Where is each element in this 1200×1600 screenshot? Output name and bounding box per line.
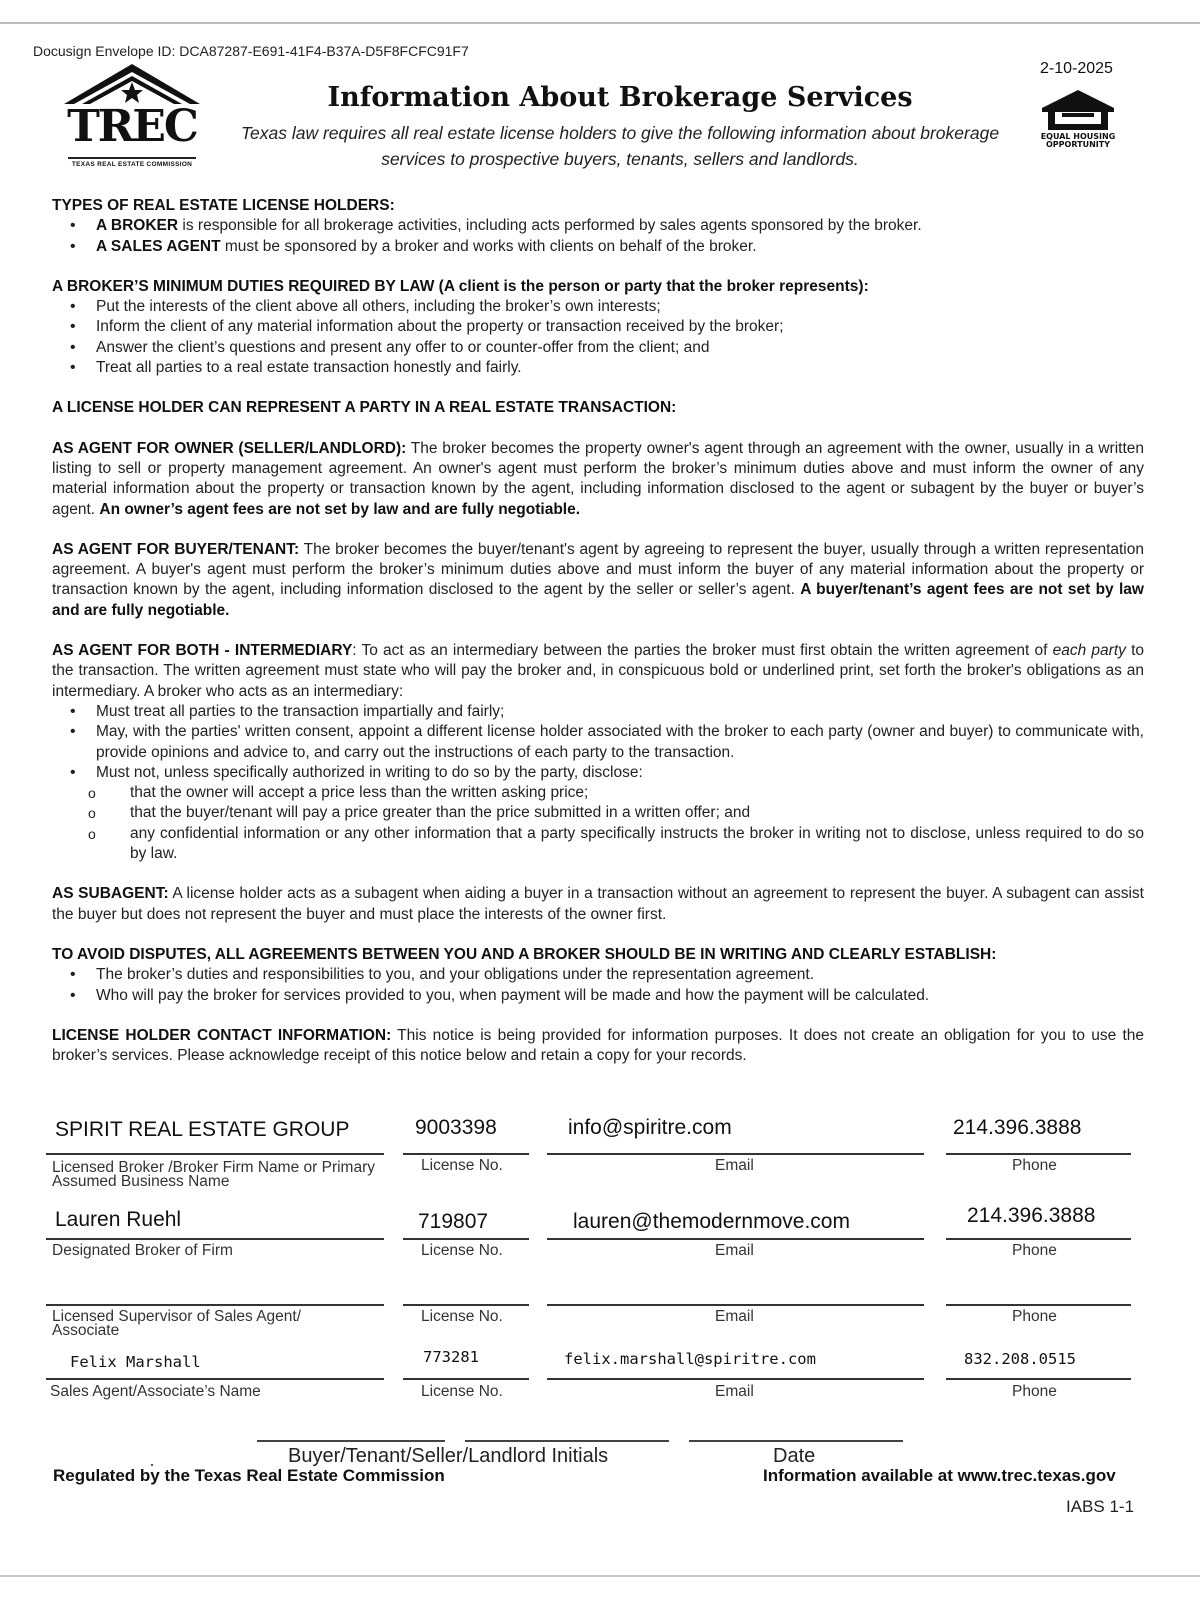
trec-logo — [62, 62, 202, 174]
disputes-list — [52, 965, 1144, 1006]
trec-logo-subtitle: TEXAS REAL ESTATE COMMISSION — [71, 161, 193, 168]
designated-broker-license-field[interactable]: 719807 — [418, 1210, 489, 1233]
signature-line — [946, 1153, 1131, 1155]
broker-firm-name-field[interactable]: SPIRIT REAL ESTATE GROUP — [55, 1118, 350, 1141]
email-label: Email — [715, 1242, 754, 1259]
sub-list-item: o any confidential information or any other information that a party specifically instructs the broker in writing not to disclose, unless required to do so by law. — [130, 824, 1144, 865]
footer-regulated-by: Regulated by the Texas Real Estate Commission — [53, 1466, 445, 1485]
phone-label: Phone — [1012, 1383, 1057, 1400]
document-body — [52, 196, 1144, 1086]
supervisor-email-field[interactable] — [555, 1278, 915, 1302]
supervisor-license-field[interactable] — [410, 1278, 520, 1302]
license-label: License No. — [421, 1242, 503, 1259]
phone-label: Phone — [1012, 1157, 1057, 1174]
signature-line — [403, 1378, 529, 1380]
phone-label: Phone — [1012, 1242, 1057, 1259]
trec-logo-text: TREC — [67, 101, 197, 152]
broker-phone-field[interactable]: 214.396.3888 — [953, 1116, 1082, 1139]
signature-line — [547, 1304, 924, 1306]
designated-broker-name-field[interactable]: Lauren Ruehl — [55, 1208, 182, 1231]
page-subtitle: Texas law requires all real estate license holders to give the following information about brokerage services to prospective buyers, tenants, sellers and landlords. — [240, 123, 1000, 169]
equal-housing-logo — [1038, 88, 1118, 158]
list-item: • Must not, unless specifically authorized in writing to do so by the party, disclose: o that the owner will accept a price less than the written asking price; o that the buyer/tenant will pay a price greater than the price submitted in a written offer; and o any confidential information or any other information that a party specifically instructs the broker in writing not to disclose, unless required to do so by law. — [96, 763, 1144, 864]
supervisor-name-field[interactable] — [55, 1278, 375, 1302]
sales-agent-email-field[interactable]: felix.marshall@spiritre.com — [564, 1350, 816, 1368]
page-bottom-border — [0, 1575, 1200, 1577]
initials-label: Buyer/Tenant/Seller/Landlord Initials — [288, 1445, 609, 1467]
signature-line — [547, 1378, 924, 1380]
types-list — [52, 216, 1144, 257]
signature-line — [403, 1238, 529, 1240]
list-item: • The broker’s duties and responsibilities to you, and your obligations under the representation agreement. — [96, 965, 1144, 985]
duties-heading: A BROKER’S MINIMUM DUTIES REQUIRED BY LAW (A client is the person or party that the broker represents): — [52, 277, 869, 295]
email-label: Email — [715, 1157, 754, 1174]
signature-line — [46, 1153, 384, 1155]
supervisor-label: Licensed Supervisor of Sales Agent/ Associate — [52, 1308, 302, 1339]
signature-line — [403, 1153, 529, 1155]
initials-line-1[interactable] — [257, 1440, 445, 1442]
duties-list — [52, 297, 1144, 378]
signature-line — [403, 1304, 529, 1306]
signature-line — [946, 1378, 1131, 1380]
email-label: Email — [715, 1308, 754, 1325]
types-heading: TYPES OF REAL ESTATE LICENSE HOLDERS: — [52, 197, 395, 214]
list-item: • Answer the client’s questions and present any offer to or counter-offer from the client; and — [96, 338, 1144, 358]
license-label: License No. — [421, 1157, 503, 1174]
house-roof-star-icon — [62, 62, 202, 106]
subagent-paragraph: AS SUBAGENT: A license holder acts as a subagent when aiding a buyer in a transaction without an agreement to represent the buyer. A subagent can assist the buyer but does not represent the buyer and must place the interests of the owner first. — [52, 885, 1144, 923]
list-item: • May, with the parties' written consent, appoint a different license holder associated with the broker to each party (owner and buyer) to communicate with, provide opinions and advice to, and carry out the instructions of each party to the transaction. — [96, 722, 1144, 763]
intermediary-sublist — [52, 783, 1144, 864]
signature-line — [946, 1304, 1131, 1306]
list-item: • A SALES AGENT must be sponsored by a broker and works with clients on behalf of the broker. — [96, 237, 1144, 257]
sub-list-item: o that the owner will accept a price less than the written asking price; — [130, 783, 1144, 803]
license-label: License No. — [421, 1308, 503, 1325]
disputes-heading: TO AVOID DISPUTES, ALL AGREEMENTS BETWEEN YOU AND A BROKER SHOULD BE IN WRITING AND CLEARLY ESTABLISH: — [52, 945, 997, 963]
supervisor-phone-field[interactable] — [955, 1278, 1125, 1302]
equal-housing-icon — [1038, 88, 1118, 133]
list-item: • Must treat all parties to the transaction impartially and fairly; — [96, 702, 1144, 722]
intermediary-list — [52, 702, 1144, 864]
sales-agent-label: Sales Agent/Associate’s Name — [50, 1383, 261, 1400]
form-id: IABS 1-1 — [1066, 1497, 1135, 1516]
signature-line — [547, 1153, 924, 1155]
sales-agent-license-field[interactable]: 773281 — [423, 1348, 479, 1366]
list-item: • Treat all parties to a real estate transaction honestly and fairly. — [96, 358, 1144, 378]
signature-line — [946, 1238, 1131, 1240]
signature-line — [46, 1238, 384, 1240]
sales-agent-name-field[interactable]: Felix Marshall — [70, 1353, 201, 1371]
signature-line — [547, 1238, 924, 1240]
buyer-agent-paragraph: AS AGENT FOR BUYER/TENANT: The broker becomes the buyer/tenant's agent by agreeing to represent the buyer, usually through a written representation agreement. A buyer's agent must perform the broker’s minimum duties above and must inform the buyer of any material information about the property or transaction known by the agent, including information disclosed to the agent by the seller or seller’s agent. A buyer/tenant’s agent fees are not set by law and are fully negotiable. — [52, 540, 1144, 619]
form-date: 2-10-2025 — [1040, 60, 1113, 77]
sales-agent-phone-field[interactable]: 832.208.0515 — [964, 1350, 1076, 1368]
owner-agent-paragraph: AS AGENT FOR OWNER (SELLER/LANDLORD): The broker becomes the property owner's agent through an agreement with the owner, usually in a written listing to sell or property management agreement. An owner's agent must perform the broker’s minimum duties above and must inform the owner of any material information about the property or transaction known by the agent, including information disclosed to the agent or subagent by the buyer or buyer’s agent. An owner’s agent fees are not set by law and are fully negotiable. — [52, 439, 1144, 518]
phone-label: Phone — [1012, 1308, 1057, 1325]
contact-info-paragraph: LICENSE HOLDER CONTACT INFORMATION: This notice is being provided for information purposes. It does not create an obligation for you to use the broker’s services. Please acknowledge receipt of this notice below and retain a copy for your records. — [52, 1026, 1145, 1065]
page-top-border — [0, 22, 1200, 24]
sub-list-item: o that the buyer/tenant will pay a price greater than the price submitted in a written offer; and — [130, 803, 1144, 823]
eho-line-2: OPPORTUNITY — [1045, 140, 1110, 149]
broker-license-field[interactable]: 9003398 — [415, 1116, 497, 1139]
represent-heading: A LICENSE HOLDER CAN REPRESENT A PARTY IN A REAL ESTATE TRANSACTION: — [52, 399, 677, 417]
license-label: License No. — [421, 1383, 503, 1400]
footer-info-link[interactable]: Information available at www.trec.texas.gov — [763, 1466, 1116, 1485]
list-item: • Inform the client of any material information about the property or transaction received by the broker; — [96, 317, 1144, 337]
broker-firm-label: Licensed Broker /Broker Firm Name or Primary Assumed Business Name — [52, 1159, 375, 1190]
logo-divider — [68, 157, 196, 159]
page-title: Information About Brokerage Services — [327, 82, 913, 113]
date-label: Date — [773, 1445, 816, 1467]
signature-line — [46, 1304, 384, 1306]
broker-email-field[interactable]: info@spiritre.com — [568, 1116, 732, 1139]
designated-broker-label: Designated Broker of Firm — [52, 1242, 233, 1259]
designated-broker-phone-field[interactable]: 214.396.3888 — [967, 1204, 1096, 1227]
designated-broker-email-field[interactable]: lauren@themodernmove.com — [573, 1210, 850, 1233]
docusign-envelope-id: Docusign Envelope ID: DCA87287-E691-41F4-B37A-D5F8FCFC91F7 — [33, 43, 469, 59]
list-item: • Put the interests of the client above all others, including the broker’s own interests; — [96, 297, 1144, 317]
initials-line-2[interactable] — [465, 1440, 669, 1442]
date-line[interactable] — [689, 1440, 903, 1442]
email-label: Email — [715, 1383, 754, 1400]
list-item: • Who will pay the broker for services provided to you, when payment will be made and how the payment will be calculated. — [96, 986, 1144, 1006]
intermediary-paragraph: AS AGENT FOR BOTH - INTERMEDIARY: To act as an intermediary between the parties the broker must first obtain the written agreement of each party to the transaction. The written agreement must state who will pay the broker and, in conspicuous bold or underlined print, set forth the broker's obligations as an intermediary. A broker who acts as an intermediary: — [52, 642, 1144, 700]
signature-line — [46, 1378, 384, 1380]
list-item: • A BROKER is responsible for all brokerage activities, including acts performed by sales agents sponsored by the broker. — [96, 216, 1144, 236]
eho-line-1: EQUAL HOUSING — [1040, 132, 1116, 141]
